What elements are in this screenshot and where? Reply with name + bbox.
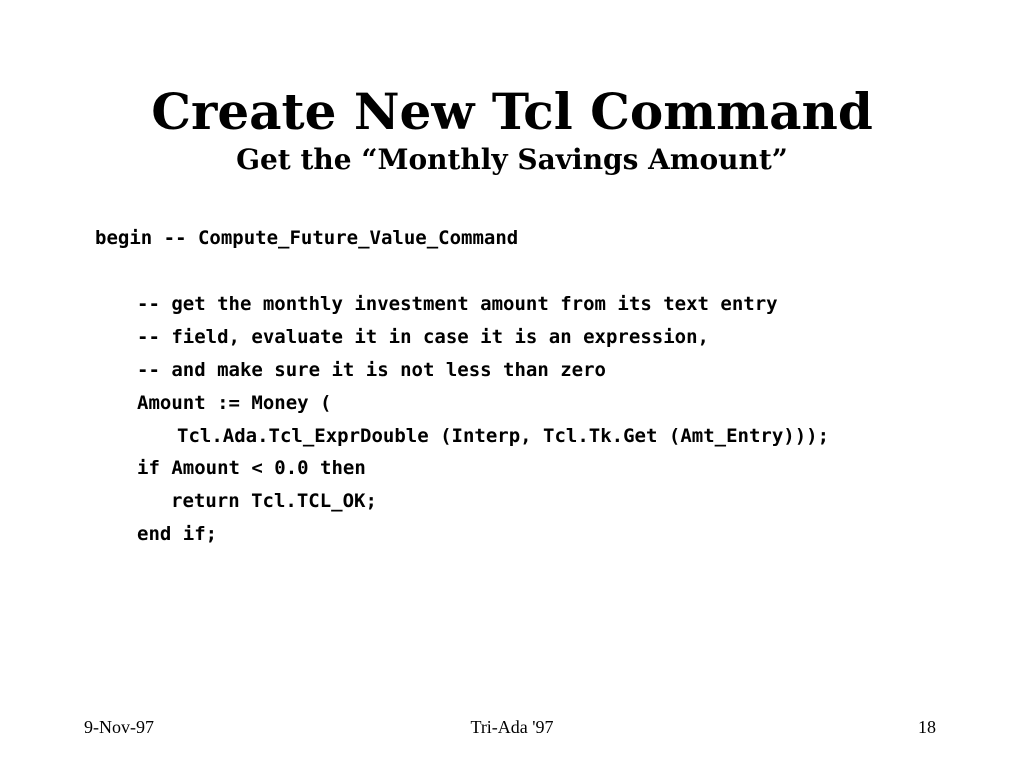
code-line: begin -- Compute_Future_Value_Command [95,227,519,249]
slide-subtitle: Get the “Monthly Savings Amount” [236,143,788,176]
code-line: -- get the monthly investment amount from its text entry [137,293,778,315]
code-line: Tcl.Ada.Tcl_ExprDouble (Interp, Tcl.Tk.Get (Amt_Entry))); [177,425,830,447]
code-line: -- field, evaluate it in case it is an expression, [137,326,709,348]
footer-page-number: 18 [918,717,936,737]
footer-date: 9-Nov-97 [84,717,154,737]
footer-event: Tri-Ada '97 [470,717,554,737]
code-line: return Tcl.TCL_OK; [171,490,377,512]
code-line: if Amount < 0.0 then [137,457,366,479]
code-line: -- and make sure it is not less than zero [137,359,606,381]
code-line: end if; [137,523,218,545]
code-line: Amount := Money ( [137,392,332,414]
slide-title: Create New Tcl Command [151,82,873,141]
